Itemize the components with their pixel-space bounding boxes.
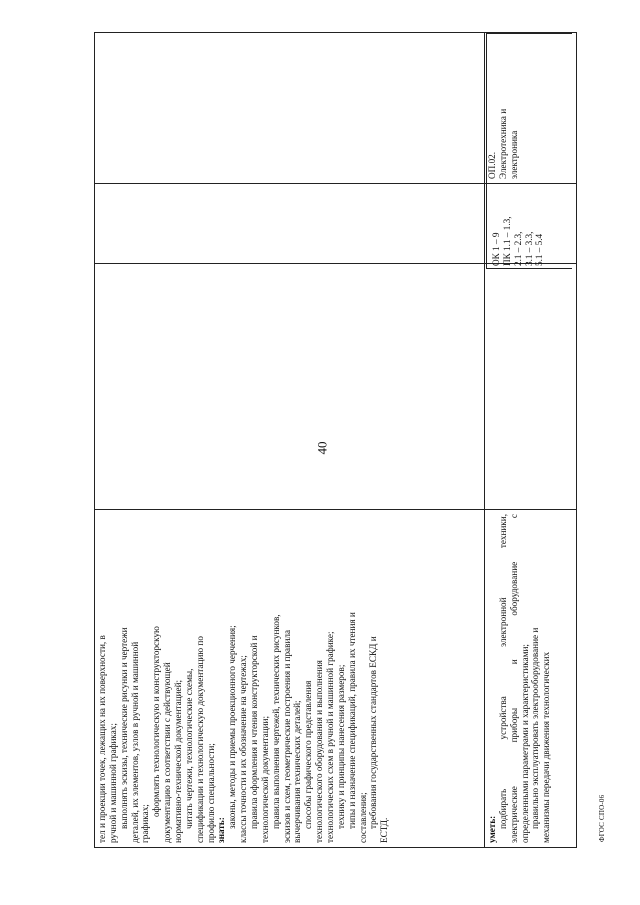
- footer-label: ФГОС СПО-06: [598, 794, 606, 842]
- text-line: законы, методы и приемы проекционного черчения;: [227, 625, 238, 829]
- codes-text: [491, 38, 545, 266]
- text-line: читать чертежи, технологические схемы,: [183, 668, 194, 829]
- code-line: 2.1 – 2.3,: [512, 231, 523, 266]
- text-line: графиках;: [140, 804, 151, 843]
- page-number: 40: [314, 441, 330, 455]
- text-line: технологической документации;: [259, 715, 270, 843]
- text-line: электрические приборы и оборудование с: [508, 514, 519, 843]
- text-line: технику и принципы нанесения размеров;: [335, 664, 346, 829]
- code-line: 5.1 – 5.4: [534, 233, 545, 266]
- text-line: правильно эксплуатировать электрооборудование и: [530, 627, 541, 829]
- text-line: требования государственных стандартов ЕСКД и: [368, 636, 379, 829]
- text-line: технологического оборудования и выполнения: [314, 660, 325, 843]
- competence-cell: [95, 510, 485, 848]
- discipline-cell: [95, 33, 485, 184]
- text-line: классы точности и их обозначение на чертежах;: [238, 655, 249, 843]
- discipline-code: ОП.02.: [487, 151, 497, 179]
- discipline-name: электроника: [508, 130, 519, 179]
- text-line: правила оформления и чтения конструкторской и: [249, 635, 260, 829]
- text-line: документацию в соответствии с действующей: [162, 662, 173, 843]
- text-line: деталей, их элементов, узлов в ручной и машинной: [129, 641, 140, 843]
- code-line: ПК 1.1 – 1.3,: [501, 216, 512, 266]
- hours-total-cell: [485, 264, 577, 510]
- text-line: выполнять эскизы, технические рисунки и чертежи: [118, 627, 129, 829]
- section-heading-can: уметь:: [487, 815, 497, 843]
- codes-cell: [486, 33, 572, 269]
- text-line: технологических схем в ручной и машинной графике;: [325, 631, 336, 843]
- text-line: подбирать устройства электронной техники,: [497, 514, 508, 829]
- text-line: тел и проекции точек, лежащих на их поверхности, в: [97, 635, 107, 843]
- code-line: 3.1 – 3.3,: [523, 231, 534, 266]
- text-line: правила выполнения чертежей, технических рисунков,: [270, 614, 281, 829]
- text-line: механизмы передачи движения технологических: [541, 651, 552, 843]
- code-line: ОК 1 – 9: [491, 232, 501, 266]
- text-line: способы графического представления: [303, 680, 314, 829]
- text-line: составления;: [357, 792, 368, 843]
- section-heading-know: знать:: [216, 817, 227, 843]
- discipline-name: Электротехника и: [497, 108, 508, 179]
- text-line: профилю специальности;: [205, 743, 216, 843]
- text-line: типы и назначение спецификаций, правила их чтения и: [346, 612, 357, 829]
- text-line: спецификации и технологическую документацию по: [194, 636, 205, 843]
- competence-cell: [485, 510, 577, 848]
- table-row: [95, 33, 485, 848]
- text-line: ручной и машинной графиках;: [107, 723, 118, 843]
- hours-total-cell: [95, 264, 485, 510]
- hours-aud-cell: [95, 184, 485, 264]
- text-line: определенными параметрами и характеристиками;: [519, 644, 530, 843]
- text-line: оформлять технологическую и конструкторскую: [151, 626, 162, 817]
- text-line: нормативно-технической документацией;: [173, 679, 184, 843]
- text-line: вычерчивания технических деталей;: [292, 700, 303, 843]
- text-line: ЕСТД.: [379, 817, 390, 843]
- text-line: эскизов и схем, геометрические построения и правила: [281, 629, 292, 843]
